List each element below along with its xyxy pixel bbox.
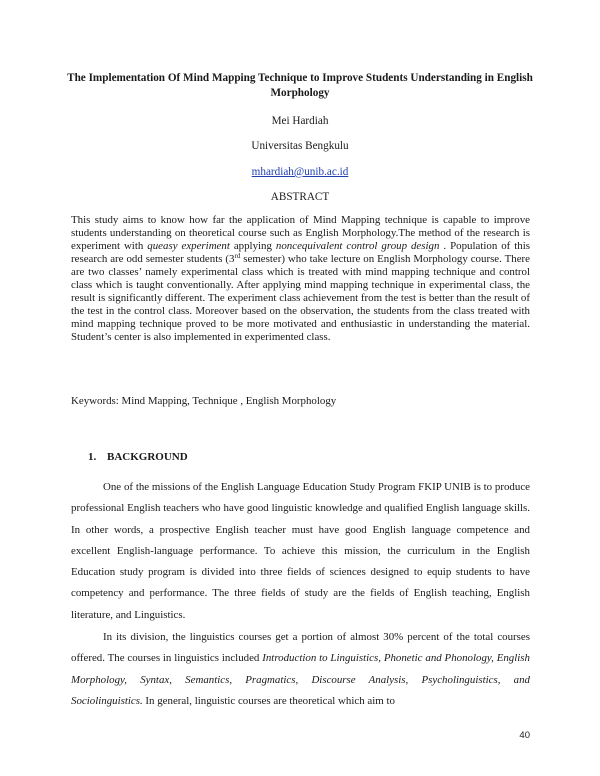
author-affiliation: Universitas Bengkulu bbox=[251, 140, 349, 152]
abstract-heading: ABSTRACT bbox=[270, 191, 330, 203]
abstract-text-2: applying bbox=[229, 240, 276, 253]
body-paragraph-1: One of the missions of the English Language Education Study Program FKIP UNIB is to produce professional English teachers who have good linguistic knowledge and qualified English language skills. In other words, a prospective English teacher must have good English language competence and excellent English-language performance. To achieve this mission, the curriculum in the English Education study program is divided into three fields of sciences designed to equip students to have competency and performance. The three fields of study are the fields of English teaching, English literature, and Linguistics. bbox=[71, 481, 530, 621]
author-name: Mei Hardiah bbox=[271, 115, 329, 127]
abstract-text-4: semester) who take lecture on English Morphology course. There are two classes’ namely experimental class which is treated with mind mapping technique and control class which is taught conventionally. After applying mind mapping technique in experimental class, the result is significantly different. The experiment class achievement from the test is better than the result of the test in the control class. Moreover based on the observation, the students from the class treated with mind mapping technique proved to be more motivated and enthusiastic in understanding the material. Student’s center is also implemented in experimented class. bbox=[71, 253, 531, 344]
page-number: 40 bbox=[519, 730, 530, 741]
abstract-italic-1: queasy experiment bbox=[147, 240, 230, 253]
paper-title: The Implementation Of Mind Mapping Technique to Improve Students Understanding in English Morphology bbox=[67, 72, 533, 99]
abstract-superscript: rd bbox=[234, 252, 241, 261]
body-paragraph-2 bbox=[71, 627, 530, 712]
section-title: BACKGROUND bbox=[107, 451, 188, 463]
paragraph-2-text-2: In general, linguistic courses are theoretical which aim to bbox=[142, 694, 395, 707]
abstract-italic-2: noncequivalent control group design bbox=[275, 240, 440, 253]
abstract-text-1: This study aims to know how far the application of Mind Mapping technique is capable to improve students understanding on theoretical course such as English Morphology.The method of the research is experiment with bbox=[71, 214, 530, 253]
abstract-body bbox=[71, 214, 530, 344]
author-email-link[interactable]: mhardiah@unib.ac.id bbox=[251, 166, 349, 178]
abstract-text-3: . Population of this research are odd semester students (3 bbox=[71, 240, 530, 266]
section-heading bbox=[88, 451, 188, 464]
paragraph-2-italic: Introduction to Linguistics, Phonetic and Phonology, English Morphology, Syntax, Semantics, Pragmatics, Discourse Analysis, Psycholinguistics, and Sociolinguistics. bbox=[71, 652, 530, 707]
keywords-line: Keywords: Mind Mapping, Technique , English Morphology bbox=[71, 395, 337, 407]
section-number: 1. bbox=[88, 451, 97, 463]
paragraph-2-text-1: In its division, the linguistics courses get a portion of almost 30% percent of the total courses offered. The courses in linguistics included bbox=[71, 631, 530, 665]
